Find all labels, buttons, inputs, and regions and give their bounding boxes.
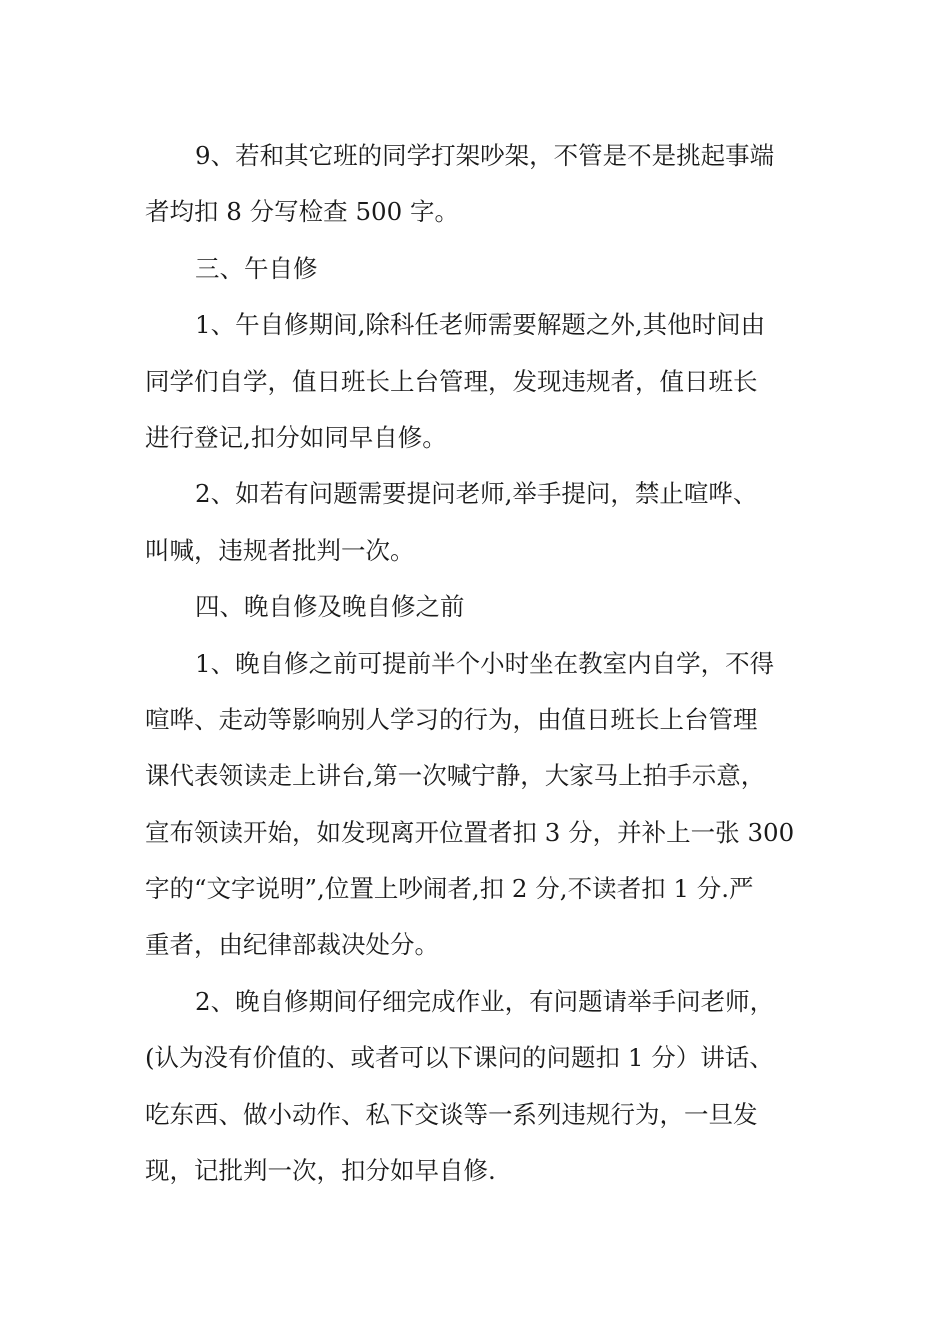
- text-line: (认为没有价值的、或者可以下课问的问题扣 1 分）讲话、: [145, 1043, 774, 1073]
- paragraph-noon-rule-1: [145, 297, 807, 466]
- section-heading: 四、晚自修及晚自修之前: [195, 592, 465, 622]
- paragraph-noon-rule-2: [145, 466, 807, 579]
- section-heading-evening-study: [145, 579, 807, 635]
- text-line: 课代表领读走上讲台,第一次喊宁静，大家马上拍手示意，: [145, 761, 766, 791]
- text-line: 宣布领读开始，如发现离开位置者扣 3 分，并补上一张 300: [145, 817, 795, 847]
- text-line: 叫喊，违规者批判一次。: [145, 535, 415, 565]
- text-line: 吃东西、做小动作、私下交谈等一系列违规行为，一旦发: [145, 1099, 758, 1129]
- text-line: 2、晚自修期间仔细完成作业，有问题请举手问老师，: [195, 986, 775, 1016]
- text-line: 2、如若有问题需要提问老师,举手提问，禁止喧哗、: [195, 479, 758, 509]
- section-heading: 三、午自修: [195, 253, 318, 283]
- document-page: [145, 128, 807, 1199]
- text-line: 1、午自修期间,除科任老师需要解题之外,其他时间由: [195, 310, 766, 340]
- text-line: 9、若和其它班的同学打架吵架，不管是不是挑起事端: [195, 141, 775, 170]
- text-line: 进行登记,扣分如同早自修。: [145, 422, 447, 452]
- paragraph-evening-rule-1: [145, 636, 807, 974]
- text-line: 1、晚自修之前可提前半个小时坐在教室内自学，不得: [195, 648, 775, 678]
- text-line: 喧哗、走动等影响别人学习的行为，由值日班长上台管理: [145, 704, 758, 734]
- text-line: 同学们自学，值日班长上台管理，发现违规者，值日班长: [145, 366, 758, 396]
- paragraph-rule-9: [145, 128, 807, 241]
- section-heading-noon-study: [145, 241, 807, 297]
- text-line: 字的“文字说明”,位置上吵闹者,扣 2 分,不读者扣 1 分.严: [145, 874, 754, 904]
- text-line: 者均扣 8 分写检查 500 字。: [145, 197, 460, 227]
- text-line: 重者，由纪律部裁决处分。: [145, 930, 439, 960]
- paragraph-evening-rule-2: [145, 974, 807, 1200]
- text-line: 现，记批判一次，扣分如早自修.: [145, 1156, 496, 1186]
